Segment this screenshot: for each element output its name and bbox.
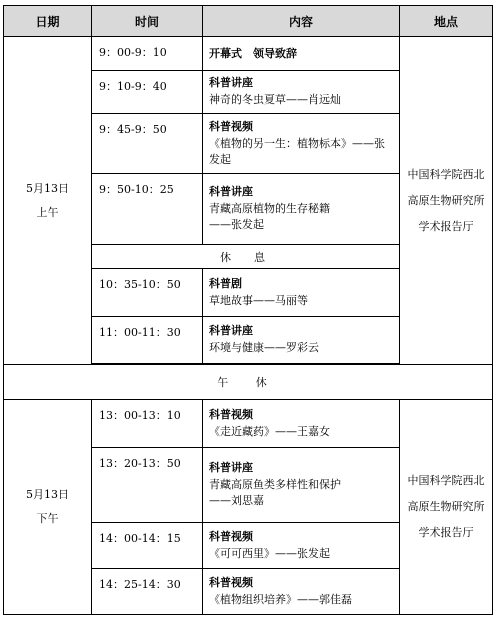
header-row bbox=[4, 6, 493, 37]
header-content: 内容 bbox=[203, 6, 400, 37]
morning-place-cell bbox=[400, 37, 493, 365]
afternoon-place-cell bbox=[400, 400, 493, 615]
session-type: 科普视频 bbox=[209, 119, 253, 133]
afternoon-date-cell bbox=[4, 400, 92, 615]
session-type: 开幕式 领导致辞 bbox=[209, 46, 297, 60]
session-content bbox=[203, 400, 400, 448]
session-content bbox=[203, 174, 400, 245]
session-type: 科普讲座 bbox=[209, 461, 253, 474]
session-desc bbox=[209, 477, 395, 509]
session-desc: 神奇的冬虫夏草——肖远灿 bbox=[209, 93, 341, 106]
session-time: 9：10-9：40 bbox=[92, 71, 203, 114]
break-label: 休 息 bbox=[92, 245, 400, 269]
place-line: 高原生物研究所 bbox=[407, 193, 485, 207]
session-desc: 《植物组织培养》——郭佳磊 bbox=[209, 592, 352, 606]
session-type: 科普视频 bbox=[209, 575, 253, 589]
session-time: 14：25-14：30 bbox=[92, 569, 203, 615]
session-content bbox=[203, 71, 400, 114]
session-time: 9：00-9：10 bbox=[92, 37, 203, 71]
session-time: 9：45-9：50 bbox=[92, 114, 203, 174]
desc-line: ——刘思嘉 bbox=[209, 494, 264, 507]
table-row bbox=[4, 37, 493, 71]
afternoon-date: 5月13日 bbox=[26, 488, 69, 501]
header-time: 时间 bbox=[92, 6, 203, 37]
place-line: 高原生物研究所 bbox=[407, 500, 485, 513]
session-desc bbox=[209, 136, 395, 168]
desc-line: ——张发起 bbox=[209, 218, 264, 231]
session-content bbox=[203, 523, 400, 569]
session-desc: 草地故事——马丽等 bbox=[209, 293, 308, 307]
noon-label: 午 休 bbox=[4, 365, 493, 400]
session-time: 11：00-11：30 bbox=[92, 317, 203, 364]
morning-date: 5月13日 bbox=[26, 181, 69, 195]
session-desc: 环境与健康——罗彩云 bbox=[209, 341, 319, 354]
place-line: 中国科学院西北 bbox=[407, 167, 485, 181]
session-content bbox=[203, 317, 400, 364]
session-desc: 《走近藏药》——王嘉女 bbox=[209, 424, 330, 438]
session-content bbox=[203, 569, 400, 615]
schedule-table bbox=[3, 5, 493, 615]
morning-period: 上午 bbox=[36, 205, 59, 219]
session-type: 科普讲座 bbox=[209, 185, 253, 198]
noon-row bbox=[4, 365, 493, 400]
place-line: 学术报告厅 bbox=[418, 526, 474, 539]
session-type: 科普讲座 bbox=[209, 76, 253, 89]
session-time: 13：00-13：10 bbox=[92, 400, 203, 448]
session-content bbox=[203, 37, 400, 71]
session-type: 科普视频 bbox=[209, 407, 253, 421]
session-type: 科普讲座 bbox=[209, 324, 253, 337]
desc-line: 发起 bbox=[209, 152, 231, 166]
session-content bbox=[203, 448, 400, 523]
session-time: 9：50-10：25 bbox=[92, 174, 203, 245]
session-time: 13：20-13：50 bbox=[92, 448, 203, 523]
session-time: 10：35-10：50 bbox=[92, 269, 203, 317]
place-line: 中国科学院西北 bbox=[407, 474, 485, 487]
desc-line: 青藏高原植物的生存秘籍 bbox=[209, 202, 330, 215]
session-type: 科普剧 bbox=[209, 276, 242, 290]
session-time: 14：00-14：15 bbox=[92, 523, 203, 569]
morning-date-cell bbox=[4, 37, 92, 365]
afternoon-period: 下午 bbox=[36, 512, 59, 525]
session-desc bbox=[209, 201, 395, 233]
desc-line: 《植物的另一生：植物标本》——张 bbox=[209, 136, 385, 150]
header-place: 地点 bbox=[400, 6, 493, 37]
session-content bbox=[203, 269, 400, 317]
desc-line: 青藏高原鱼类多样性和保护 bbox=[209, 478, 341, 491]
header-date: 日期 bbox=[4, 6, 92, 37]
session-type: 科普视频 bbox=[209, 529, 253, 543]
session-desc: 《可可西里》——张发起 bbox=[209, 546, 330, 560]
place-line: 学术报告厅 bbox=[418, 219, 474, 233]
table-row bbox=[4, 400, 493, 448]
session-content bbox=[203, 114, 400, 174]
